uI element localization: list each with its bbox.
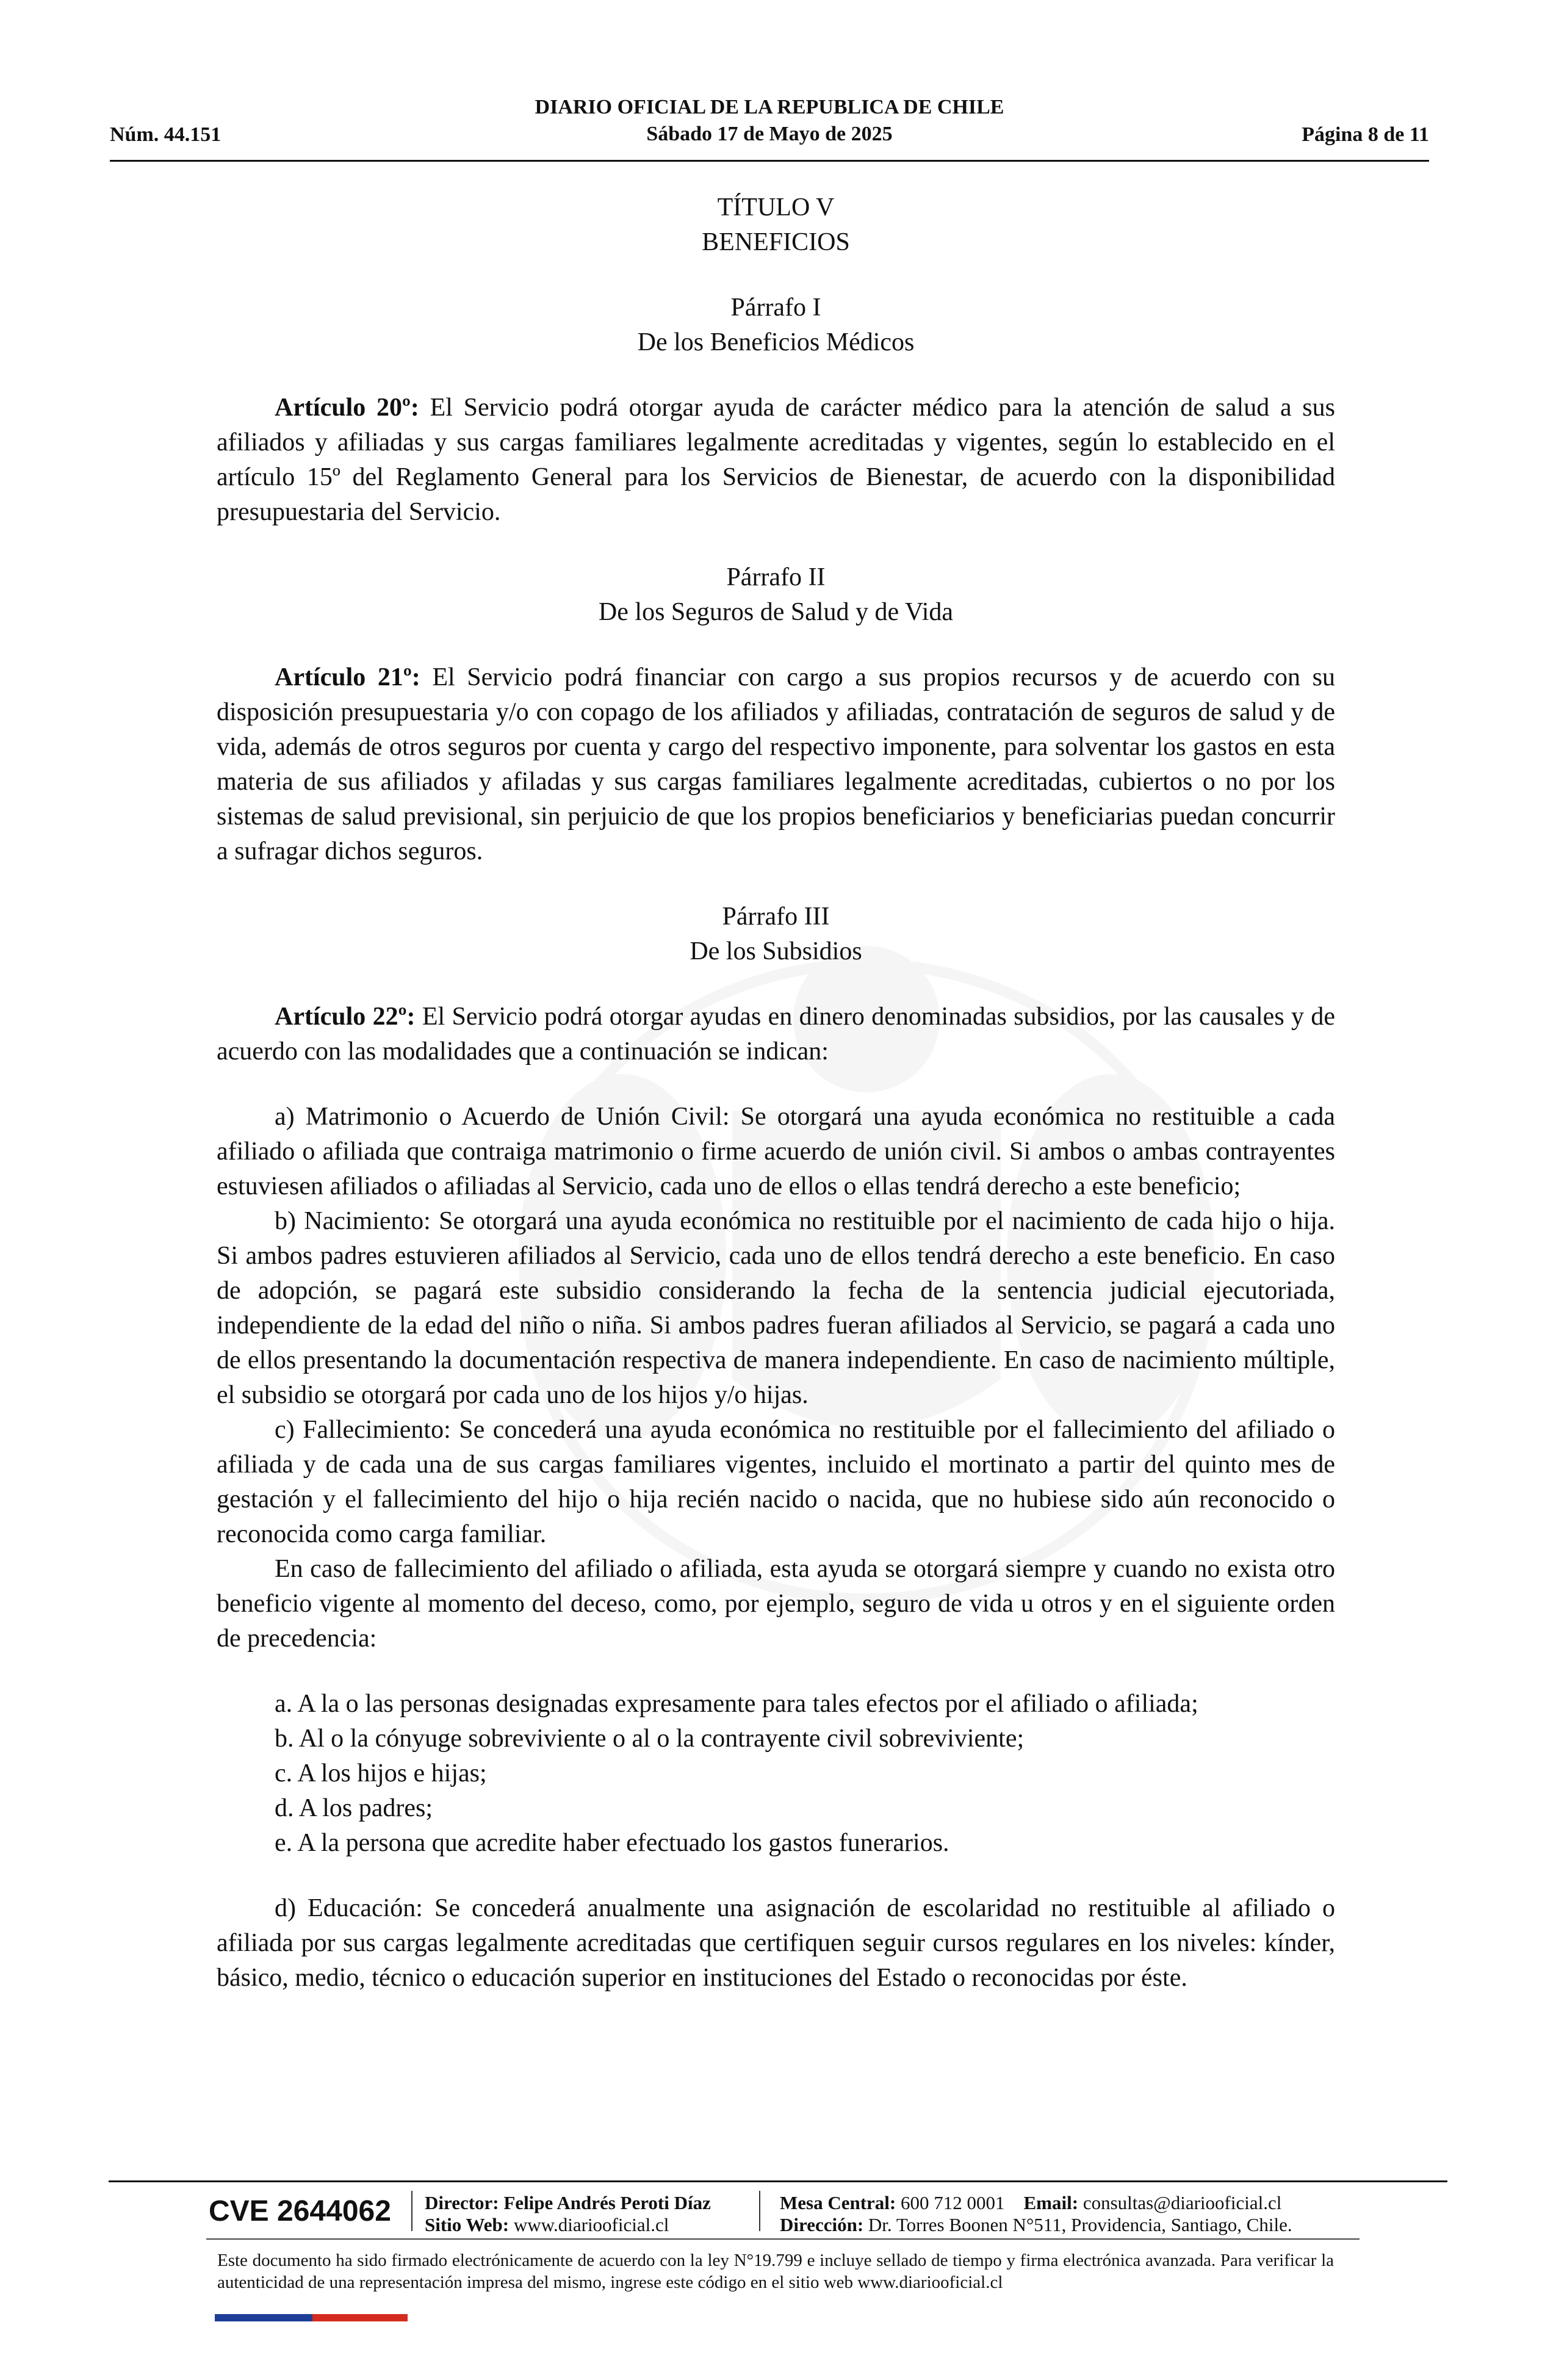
subsidy-a-marriage: a) Matrimonio o Acuerdo de Unión Civil: Se otorgará una ayuda económica no restituible a cada afiliado o afiliada que contraiga matrimonio o firme acuerdo de unión civil. Si ambos o ambas contrayentes estuviesen afiliados o afiliadas al Servicio, cada uno de ellos o ellas tendrá derecho a este beneficio; bbox=[217, 1103, 1335, 1200]
title-line1: TÍTULO V bbox=[717, 193, 835, 222]
email-label: Email: bbox=[1023, 2192, 1079, 2213]
address-label: Dirección: bbox=[780, 2214, 864, 2235]
parrafo3-heading-block bbox=[217, 900, 1335, 969]
parrafo1-subheading: De los Beneficios Médicos bbox=[637, 328, 915, 356]
title-line2: BENEFICIOS bbox=[702, 228, 850, 256]
page-number: Página 8 de 11 bbox=[1302, 123, 1429, 146]
page-header bbox=[110, 92, 1429, 162]
director-name: Felipe Andrés Peroti Díaz bbox=[503, 2192, 711, 2213]
parrafo2-heading-block bbox=[217, 560, 1335, 630]
subsidy-c-precedence-intro: En caso de fallecimiento del afiliado o afiliada, esta ayuda se otorgará siempre y cuando no exista otro beneficio vigente al momento del deceso, como, por ejemplo, seguro de vida u otros y en el siguiente orden de precedencia: bbox=[217, 1555, 1335, 1653]
footer-info-row bbox=[109, 2182, 1447, 2238]
publication-title: DIARIO OFICIAL DE LA REPUBLICA DE CHILE bbox=[535, 96, 1004, 118]
list-item: a. A la o las personas designadas expresamente para tales efectos por el afiliado o afiliada; bbox=[275, 1690, 1198, 1718]
flag-stripe bbox=[215, 2314, 408, 2321]
parrafo3-heading: Párrafo III bbox=[722, 903, 830, 931]
title-block bbox=[217, 190, 1335, 260]
website-label: Sitio Web: bbox=[425, 2214, 510, 2235]
parrafo2-subheading: De los Seguros de Salud y de Vida bbox=[598, 598, 954, 626]
list-item: d. A los padres; bbox=[275, 1794, 433, 1822]
flag-red-segment bbox=[312, 2314, 408, 2321]
article-21-text: El Servicio podrá financiar con cargo a sus propios recursos y de acuerdo con su disposición presupuestaria y/o con copago de los afiliados y afiliadas, contratación de seguros de salud y de vida, además de otros seguros por cuenta y cargo del respectivo imponente, para solventar los gastos en esta materia de sus afiliados y afiladas y sus cargas familiares legalmente acreditadas, cubiertos o no por los sistemas de salud previsional, sin perjuicio de que los propios beneficiarios y beneficiarias puedan concurrir a sufragar dichos seguros. bbox=[217, 663, 1335, 865]
parrafo2-heading: Párrafo II bbox=[726, 563, 826, 591]
flag-blue-segment bbox=[215, 2314, 312, 2321]
list-item: e. A la persona que acredite haber efectuado los gastos funerarios. bbox=[275, 1829, 949, 1857]
mesa-phone: 600 712 0001 bbox=[901, 2192, 1005, 2213]
article-20-text: El Servicio podrá otorgar ayuda de carácter médico para la atención de salud a sus afiliados y afiliadas y sus cargas familiares legalmente acreditadas y vigentes, según lo establecido en el artículo 15º del Reglamento General para los Servicios de Bienestar, de acuerdo con la disponibilidad presupuestaria del Servicio. bbox=[217, 394, 1335, 526]
legal-notice: Este documento ha sido firmado electrónicamente de acuerdo con la ley N°19.799 e incluye sellado de tiempo y firma electrónica avanzada. Para verificar la autenticidad de una representación impresa del mismo, ingrese este código en el sitio web www.diariooficial.cl bbox=[217, 2251, 1334, 2292]
article-21-label: Artículo 21º: bbox=[275, 663, 420, 691]
director-label: Director: bbox=[425, 2192, 499, 2213]
director-block bbox=[425, 2192, 711, 2236]
parrafo1-heading-block bbox=[217, 290, 1335, 360]
issue-number: Núm. 44.151 bbox=[110, 123, 222, 146]
article-22 bbox=[217, 1000, 1335, 1069]
email-link[interactable]: consultas@diariooficial.cl bbox=[1082, 2192, 1282, 2213]
article-20 bbox=[217, 391, 1335, 530]
parrafo3-subheading: De los Subsidios bbox=[690, 937, 862, 965]
article-21 bbox=[217, 660, 1335, 869]
subsidy-c-death: c) Fallecimiento: Se concederá una ayuda económica no restituible por el fallecimiento del afiliado o afiliada y de cada una de sus cargas familiares vigentes, incluido el mortinato a partir del quinto mes de gestación y el fallecimiento del hijo o hija recién nacido o nacida, que no hubiese sido aún reconocido o reconocida como carga familiar. bbox=[217, 1416, 1335, 1548]
publication-date: Sábado 17 de Mayo de 2025 bbox=[646, 123, 893, 145]
website-link[interactable]: www.diariooficial.cl bbox=[513, 2214, 669, 2235]
subsidy-b-birth: b) Nacimiento: Se otorgará una ayuda económica no restituible por el nacimiento de cada hijo o hija. Si ambos padres estuvieren afiliados al Servicio, cada uno de ellos tendrá derecho a este beneficio. En caso de adopción, se pagará este subsidio considerando la fecha de la sentencia judicial ejecutoriada, independiente de la edad del niño o niña. Si ambos padres fueran afiliados al Servicio, se pagará a cada uno de ellos presentando la documentación respectiva de manera independiente. En caso de nacimiento múltiple, el subsidio se otorgará por cada uno de los hijos y/o hijas. bbox=[217, 1207, 1335, 1409]
page-footer bbox=[109, 2180, 1447, 2293]
mesa-label: Mesa Central: bbox=[780, 2192, 896, 2213]
list-item: c. A los hijos e hijas; bbox=[275, 1759, 487, 1787]
publication-title-block bbox=[110, 94, 1429, 148]
subsidy-d-education: d) Educación: Se concederá anualmente una asignación de escolaridad no restituible al afiliado o afiliada por sus cargas legalmente acreditadas que certifiquen seguir cursos regulares en los niveles: kínder, básico, medio, técnico o educación superior en instituciones del Estado o reconocidas por éste. bbox=[217, 1894, 1335, 1992]
cve-code: CVE 2644062 bbox=[209, 2195, 391, 2227]
precedence-list bbox=[217, 1687, 1335, 1861]
list-item: b. Al o la cónyuge sobreviviente o al o la contrayente civil sobreviviente; bbox=[275, 1725, 1025, 1753]
document-body bbox=[217, 190, 1335, 1996]
article-22-label: Artículo 22º: bbox=[275, 1003, 416, 1031]
contact-block bbox=[780, 2192, 1292, 2236]
address-text: Dr. Torres Boonen N°511, Providencia, Santiago, Chile. bbox=[868, 2214, 1292, 2235]
article-22-text: El Servicio podrá otorgar ayudas en dinero denominadas subsidios, por las causales y de acuerdo con las modalidades que a continuación se indican: bbox=[217, 1003, 1335, 1066]
parrafo1-heading: Párrafo I bbox=[730, 294, 821, 322]
article-20-label: Artículo 20º: bbox=[275, 394, 419, 422]
